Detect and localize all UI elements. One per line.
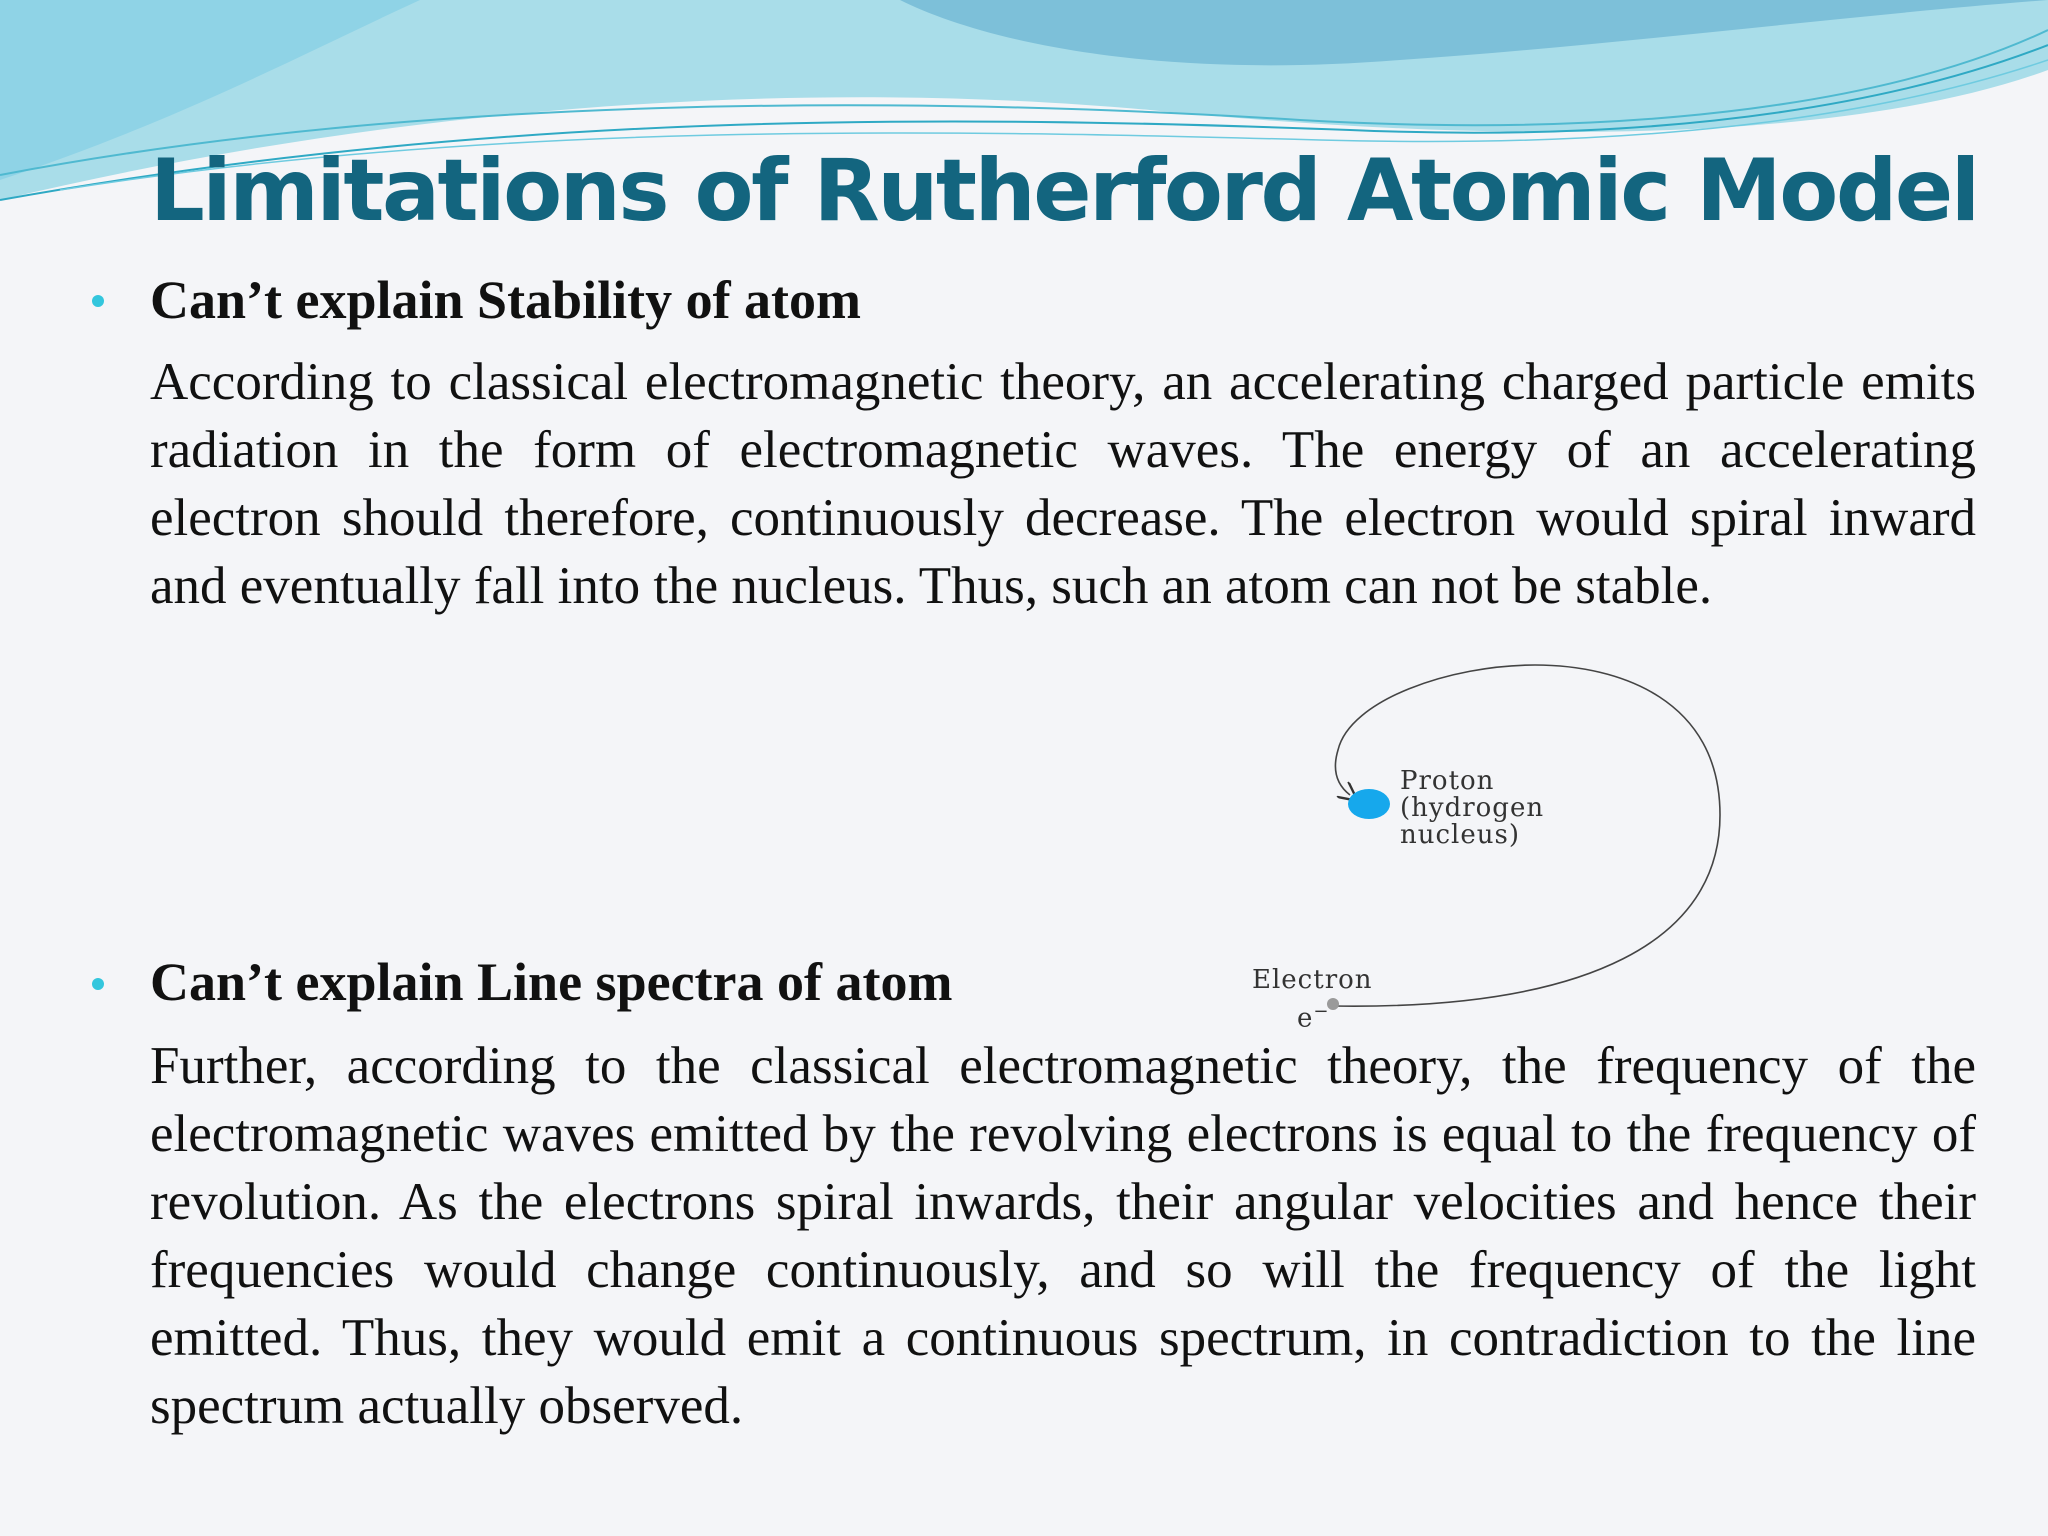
electron-label: Electron [1252,965,1373,995]
bullet-icon [92,295,104,307]
electron-symbol: e− [1297,1001,1330,1034]
section-heading-line-spectra: Can’t explain Line spectra of atom [150,952,953,1012]
section-body-stability: According to classical electromagnetic theory, an accelerating charged particle emits radiation in the form of electromagnetic waves. The energy of an accelerating electron should therefore, continuously decrease. The electron would spiral inward and eventually fall into the nucleus. Thus, such an atom can not be stable. [150,353,1976,615]
proton-label: Proton (hydrogen nucleus) [1400,766,1545,850]
atom-spiral-diagram [1160,640,1860,1040]
bullet-icon [92,978,104,990]
proton-dot [1348,789,1390,819]
section-heading-stability: Can’t explain Stability of atom [150,270,862,330]
section-body-line-spectra: Further, according to the classical electromagnetic theory, the frequency of the electromagnetic waves emitted by the revolving electrons is equal to the frequency of revolution. As the electrons spiral inwards, their angular velocities and hence their frequencies would change continuously, and so will the frequency of the light emitted. Thus, they would emit a continuous spectrum, in contradiction to the line spectrum actually observed. [150,1037,1976,1435]
slide-title: Limitations of Rutherford Atomic Model [150,141,1978,241]
